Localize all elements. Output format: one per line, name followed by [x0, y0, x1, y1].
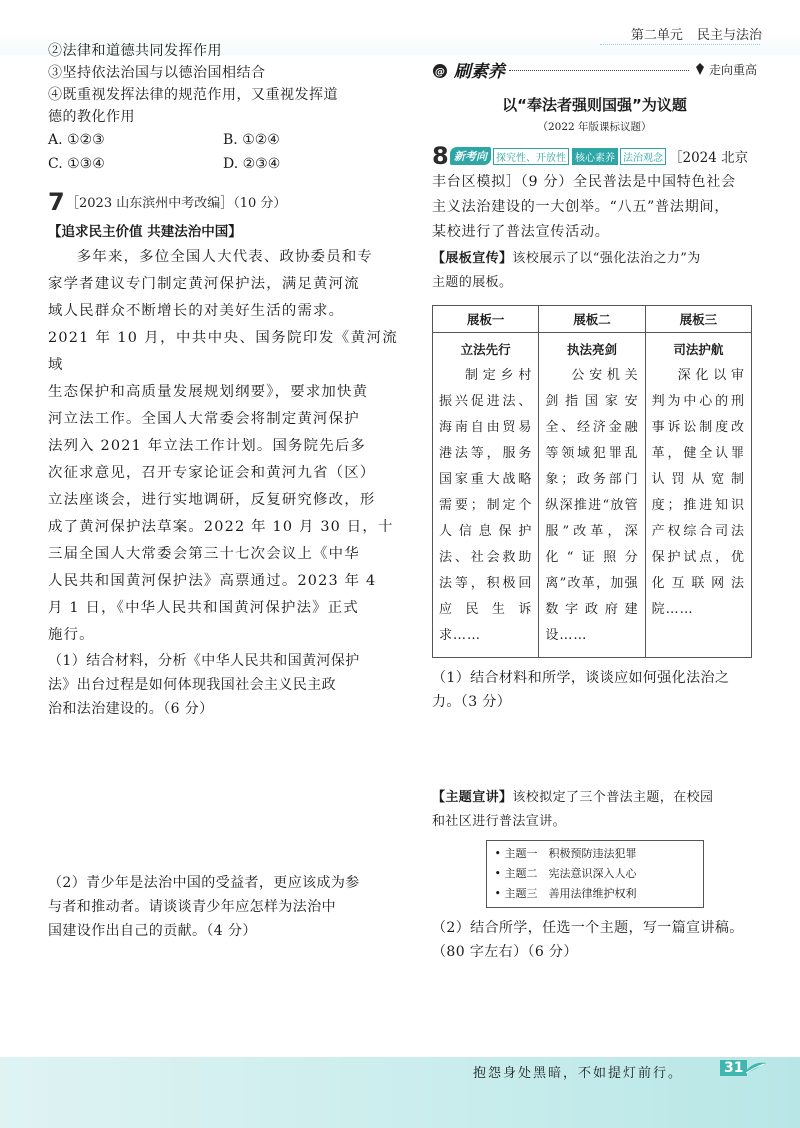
sub-question-line: 力。（3 分） [432, 694, 512, 710]
board-title: 执法亮剑 [566, 342, 617, 357]
banner-dotted-line [509, 70, 689, 71]
banner-right [695, 61, 757, 78]
intro-line: 主义法治建设的一大创举。“八五”普法期间， [432, 199, 730, 215]
material-text [48, 244, 398, 649]
material-line: 三届全国人大常委会第三十七次会议上《中华 [48, 546, 360, 562]
themes-box [486, 840, 704, 908]
material-line: 月 1 日，《中华人民共和国黄河保护法》正式 [48, 600, 359, 616]
banner-right-text: 走向重高 [708, 62, 757, 77]
question-source: ［2023 山东滨州中考改编］（10 分） [66, 196, 287, 211]
choice-c[interactable]: C. ①③④ [48, 156, 105, 172]
sub-question-2 [432, 916, 757, 964]
question-number: 7 [48, 188, 65, 216]
board-header: 展板二 [539, 306, 645, 333]
sub-question-line: （2）结合所学，任选一个主题，写一篇宣讲稿。 [432, 920, 744, 936]
sub-question-line: 法》出台过程是如何体现我国社会主义民主政 [48, 677, 336, 693]
sub-question-line: （1）结合材料和所学，谈谈应如何强化法治之 [432, 670, 730, 686]
pin-icon [695, 63, 705, 75]
material-line: 人民共和国黄河保护法》高票通过。2023 年 4 [48, 573, 377, 589]
sub-question-line: （2）青少年是法治中国的受益者，更应该成为参 [48, 875, 360, 891]
brush-icon [432, 63, 448, 79]
display-label: 【展板宣传】 [432, 251, 513, 266]
core-literacy-tag: 核心素养 [572, 148, 618, 165]
footer-motto: 抱怨身处黑暗，不如提灯前行。 [473, 1066, 684, 1081]
topic-title: 以“奉法者强则国强”为议题 [502, 96, 687, 114]
question-number: 8 [432, 142, 449, 170]
question-8-intro [432, 170, 757, 245]
board-cell [539, 333, 645, 658]
material-line: 河立法工作。全国人大常委会将制定黄河保护 [48, 411, 360, 427]
board-title: 司法护航 [673, 342, 724, 357]
material-line: 成了黄河保护法草案。2022 年 10 月 30 日，十 [48, 519, 394, 535]
sub-question-line: 治和法治建设的。（6 分） [48, 701, 214, 717]
material-line: 2021 年 10 月，中共中央、国务院印发《黄河流域 [48, 330, 398, 373]
theme-section [432, 786, 757, 834]
board-body: 公安机关剑指国家安全、经济金融等领域犯罪乱象；政务部门纵深推进“放管服”改革，深化“证照分离”改革，加强数字政府建设…… [545, 368, 639, 643]
new-trend-tag: 新考向 [450, 147, 491, 165]
header-unit: 第二单元 [630, 28, 683, 43]
display-text: 该校展示了以“强化法治之力”为 [512, 251, 701, 266]
board-cell [433, 333, 539, 658]
option-line: ③坚持依法治国与以德治国相结合 [48, 65, 266, 81]
material-line: 多年来，多位全国人大代表、政协委员和专 [76, 249, 374, 265]
display-section [432, 247, 757, 295]
sub-question-line: 国建设作出自己的贡献。（4 分） [48, 923, 257, 939]
sub-question-2 [48, 871, 398, 943]
option-line: 德的教化作用 [48, 109, 135, 125]
header-title: 民主与法治 [696, 28, 762, 43]
board-title: 立法先行 [460, 342, 511, 357]
question-heading: 【追求民主价值 共建法治中国】 [48, 224, 242, 240]
answer-space-1[interactable] [432, 714, 757, 786]
question-source: ［2024 北京 [669, 150, 749, 166]
question-7 [48, 188, 398, 943]
sub-question-1 [48, 649, 398, 721]
intro-line: 某校进行了普法宣传活动。 [432, 224, 610, 240]
board-cell [645, 333, 751, 658]
sub-question-1 [432, 666, 757, 714]
answer-space-1[interactable] [48, 721, 398, 871]
board-body: 制定乡村振兴促进法、海南自由贸易港法等，服务国家重大战略需要；制定个人信息保护法、社会救助法等，积极回应民生诉求…… [439, 368, 533, 643]
theme-text: 和社区进行普法宣讲。 [432, 814, 567, 829]
answer-choices [48, 128, 398, 176]
brush-logo [432, 57, 505, 82]
leaf-icon [742, 1060, 768, 1076]
topic-subtitle: （2022 年版课标议题） [537, 121, 652, 133]
material-line: 生态保护和高质量发展规划纲要》，要求加快黄 [48, 384, 369, 400]
option-line: ④既重视发挥法律的规范作用，又重视发挥道 [48, 87, 338, 103]
board-body: 深化以审判为中心的刑事诉讼制度改革，健全认罪认罚从宽制度；推进知识产权综合司法保护试点，优化互联网法院…… [651, 368, 745, 617]
intro-line: 丰台区模拟］（9 分）全民普法是中国特色社会 [432, 174, 736, 190]
choice-b[interactable]: B. ①②④ [223, 132, 280, 148]
theme-text: 该校拟定了三个普法主题，在校园 [512, 790, 714, 805]
sub-question-line: （80 字左右）（6 分） [432, 944, 578, 960]
question-8-header [432, 142, 757, 170]
theme-item: • 主题一 积极预防违法犯罪 [495, 844, 695, 864]
material-line: 法列入 2021 年立法工作计划。国务院先后多 [48, 438, 367, 454]
right-column [432, 40, 757, 964]
theme-item: • 主题二 宪法意识深入人心 [495, 864, 695, 884]
theme-label: 【主题宣讲】 [432, 790, 513, 805]
svg-text:@: @ [435, 66, 445, 78]
board-header: 展板三 [645, 306, 751, 333]
board-header: 展板一 [433, 306, 539, 333]
material-line: 次征求意见，召开专家论证会和黄河九省（区） [48, 465, 376, 481]
theme-item: • 主题三 善用法律维护权利 [495, 884, 695, 904]
choice-a[interactable]: A. ①②③ [48, 132, 105, 148]
section-banner [432, 54, 757, 84]
material-line: 施行。 [48, 627, 95, 643]
display-text: 主题的展板。 [432, 275, 513, 290]
material-line: 域人民群众不断增长的对美好生活的需求。 [48, 303, 345, 319]
material-line: 立法座谈会，进行实地调研，反复研究修改，形 [48, 492, 376, 508]
tag-exploratory: 探究性、开放性 [493, 148, 569, 165]
page-number: 31 [720, 1060, 747, 1076]
left-column [48, 40, 398, 943]
sub-question-line: （1）结合材料，分析《中华人民共和国黄河保护 [48, 653, 360, 669]
option-line: ②法律和道德共同发挥作用 [48, 43, 222, 59]
material-line: 家学者建议专门制定黄河保护法，满足黄河流 [48, 276, 360, 292]
choice-d[interactable]: D. ②③④ [223, 156, 281, 172]
tag-rule-of-law: 法治观念 [620, 148, 666, 165]
display-boards-table [432, 305, 752, 658]
sub-question-line: 与者和推动者。请谈谈青少年应怎样为法治中 [48, 899, 336, 915]
brush-logo-text: 刷素养 [453, 61, 505, 82]
